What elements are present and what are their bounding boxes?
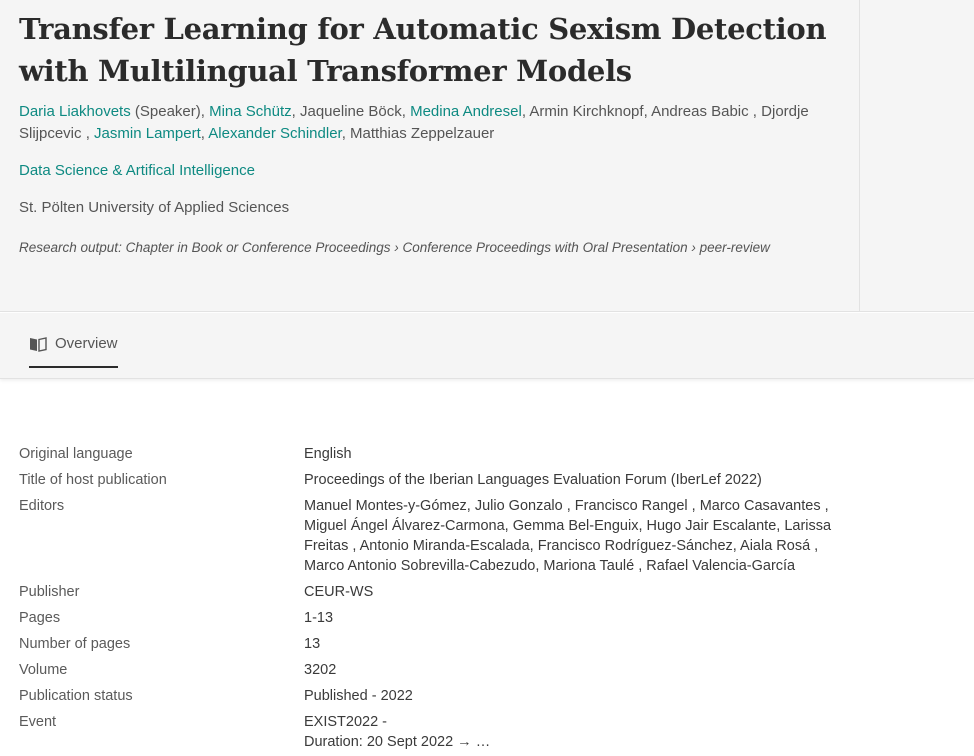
research-output-label: Research output: [19, 240, 119, 255]
person-name: Matthias Zeppelzauer: [350, 125, 495, 142]
person-separator: ,: [401, 103, 411, 120]
person-name[interactable]: Mina Schütz: [209, 103, 292, 120]
tab-bar: [0, 313, 974, 379]
header-band: [0, 0, 974, 312]
detail-label: Number of pages: [19, 636, 131, 652]
detail-value: 3202: [304, 662, 337, 678]
tab-overview[interactable]: [29, 333, 118, 368]
detail-label: Publisher: [19, 584, 80, 600]
person-name[interactable]: Alexander Schindler: [208, 125, 342, 142]
person-separator: ,: [643, 103, 652, 120]
person-name[interactable]: Medina Andresel: [410, 103, 522, 120]
organisation-link[interactable]: Data Science & Artifical Intelligence: [19, 162, 255, 179]
research-output-type: [19, 238, 770, 258]
persons-list: [19, 101, 819, 145]
detail-value: EXIST2022 - Duration: 20 Sept 2022 → …: [304, 714, 491, 750]
page-title: Transfer Learning for Automatic Sexism Detection with Multilingual Transformer Models: [19, 12, 827, 88]
person-name: Andreas Babic: [651, 103, 749, 120]
detail-value: Proceedings of the Iberian Languages Evaluation Forum (IberLef 2022): [304, 472, 762, 488]
person-name[interactable]: Jasmin Lampert: [94, 125, 201, 142]
book-icon: [29, 336, 47, 352]
person-name[interactable]: Daria Liakhovets: [19, 103, 131, 120]
detail-value: 1-13: [304, 610, 334, 626]
research-output-value: : Chapter in Book or Conference Proceedings › Conference Proceedings with Oral Presentation › peer-review: [118, 240, 770, 255]
organisation-name: St. Pölten University of Applied Sciences: [19, 199, 290, 216]
person-name: Djordje Slijpcevic: [19, 103, 809, 142]
detail-label: Title of host publication: [19, 472, 167, 488]
detail-value: English: [304, 446, 352, 462]
person-separator: ,: [521, 103, 530, 120]
detail-value: Published - 2022: [304, 688, 413, 704]
detail-label: Original language: [19, 446, 133, 462]
person-name: Jaqueline Böck: [300, 103, 402, 120]
tab-overview-label: Overview: [55, 335, 118, 352]
detail-label: Editors: [19, 498, 65, 514]
person-separator: ,: [341, 125, 351, 142]
person-separator: (Speaker),: [130, 103, 210, 120]
detail-value: 13: [304, 636, 321, 652]
detail-value: CEUR-WS: [304, 584, 374, 600]
detail-label: Pages: [19, 610, 61, 626]
detail-label: Publication status: [19, 688, 133, 704]
detail-label: Event: [19, 714, 57, 730]
header-main: [0, 0, 860, 312]
person-name: Armin Kirchknopf: [529, 103, 644, 120]
detail-value: Manuel Montes-y-Gómez, Julio Gonzalo , Francisco Rangel , Marco Casavantes , Miguel Ángel Álvarez-Carmona, Gemma Bel-Enguix, Hugo Jair Escalante, Larissa Freitas , Antonio Miranda-Escalada, Francisco Rodríguez-Sánchez, Aiala Rosá , Marco Antonio Sobrevilla-Cabezudo, Mariona Taulé , Rafael Valencia-García: [304, 498, 832, 574]
person-separator: ,: [81, 125, 95, 142]
person-separator: ,: [748, 103, 762, 120]
person-separator: ,: [200, 125, 209, 142]
detail-label: Volume: [19, 662, 68, 678]
person-separator: ,: [291, 103, 300, 120]
